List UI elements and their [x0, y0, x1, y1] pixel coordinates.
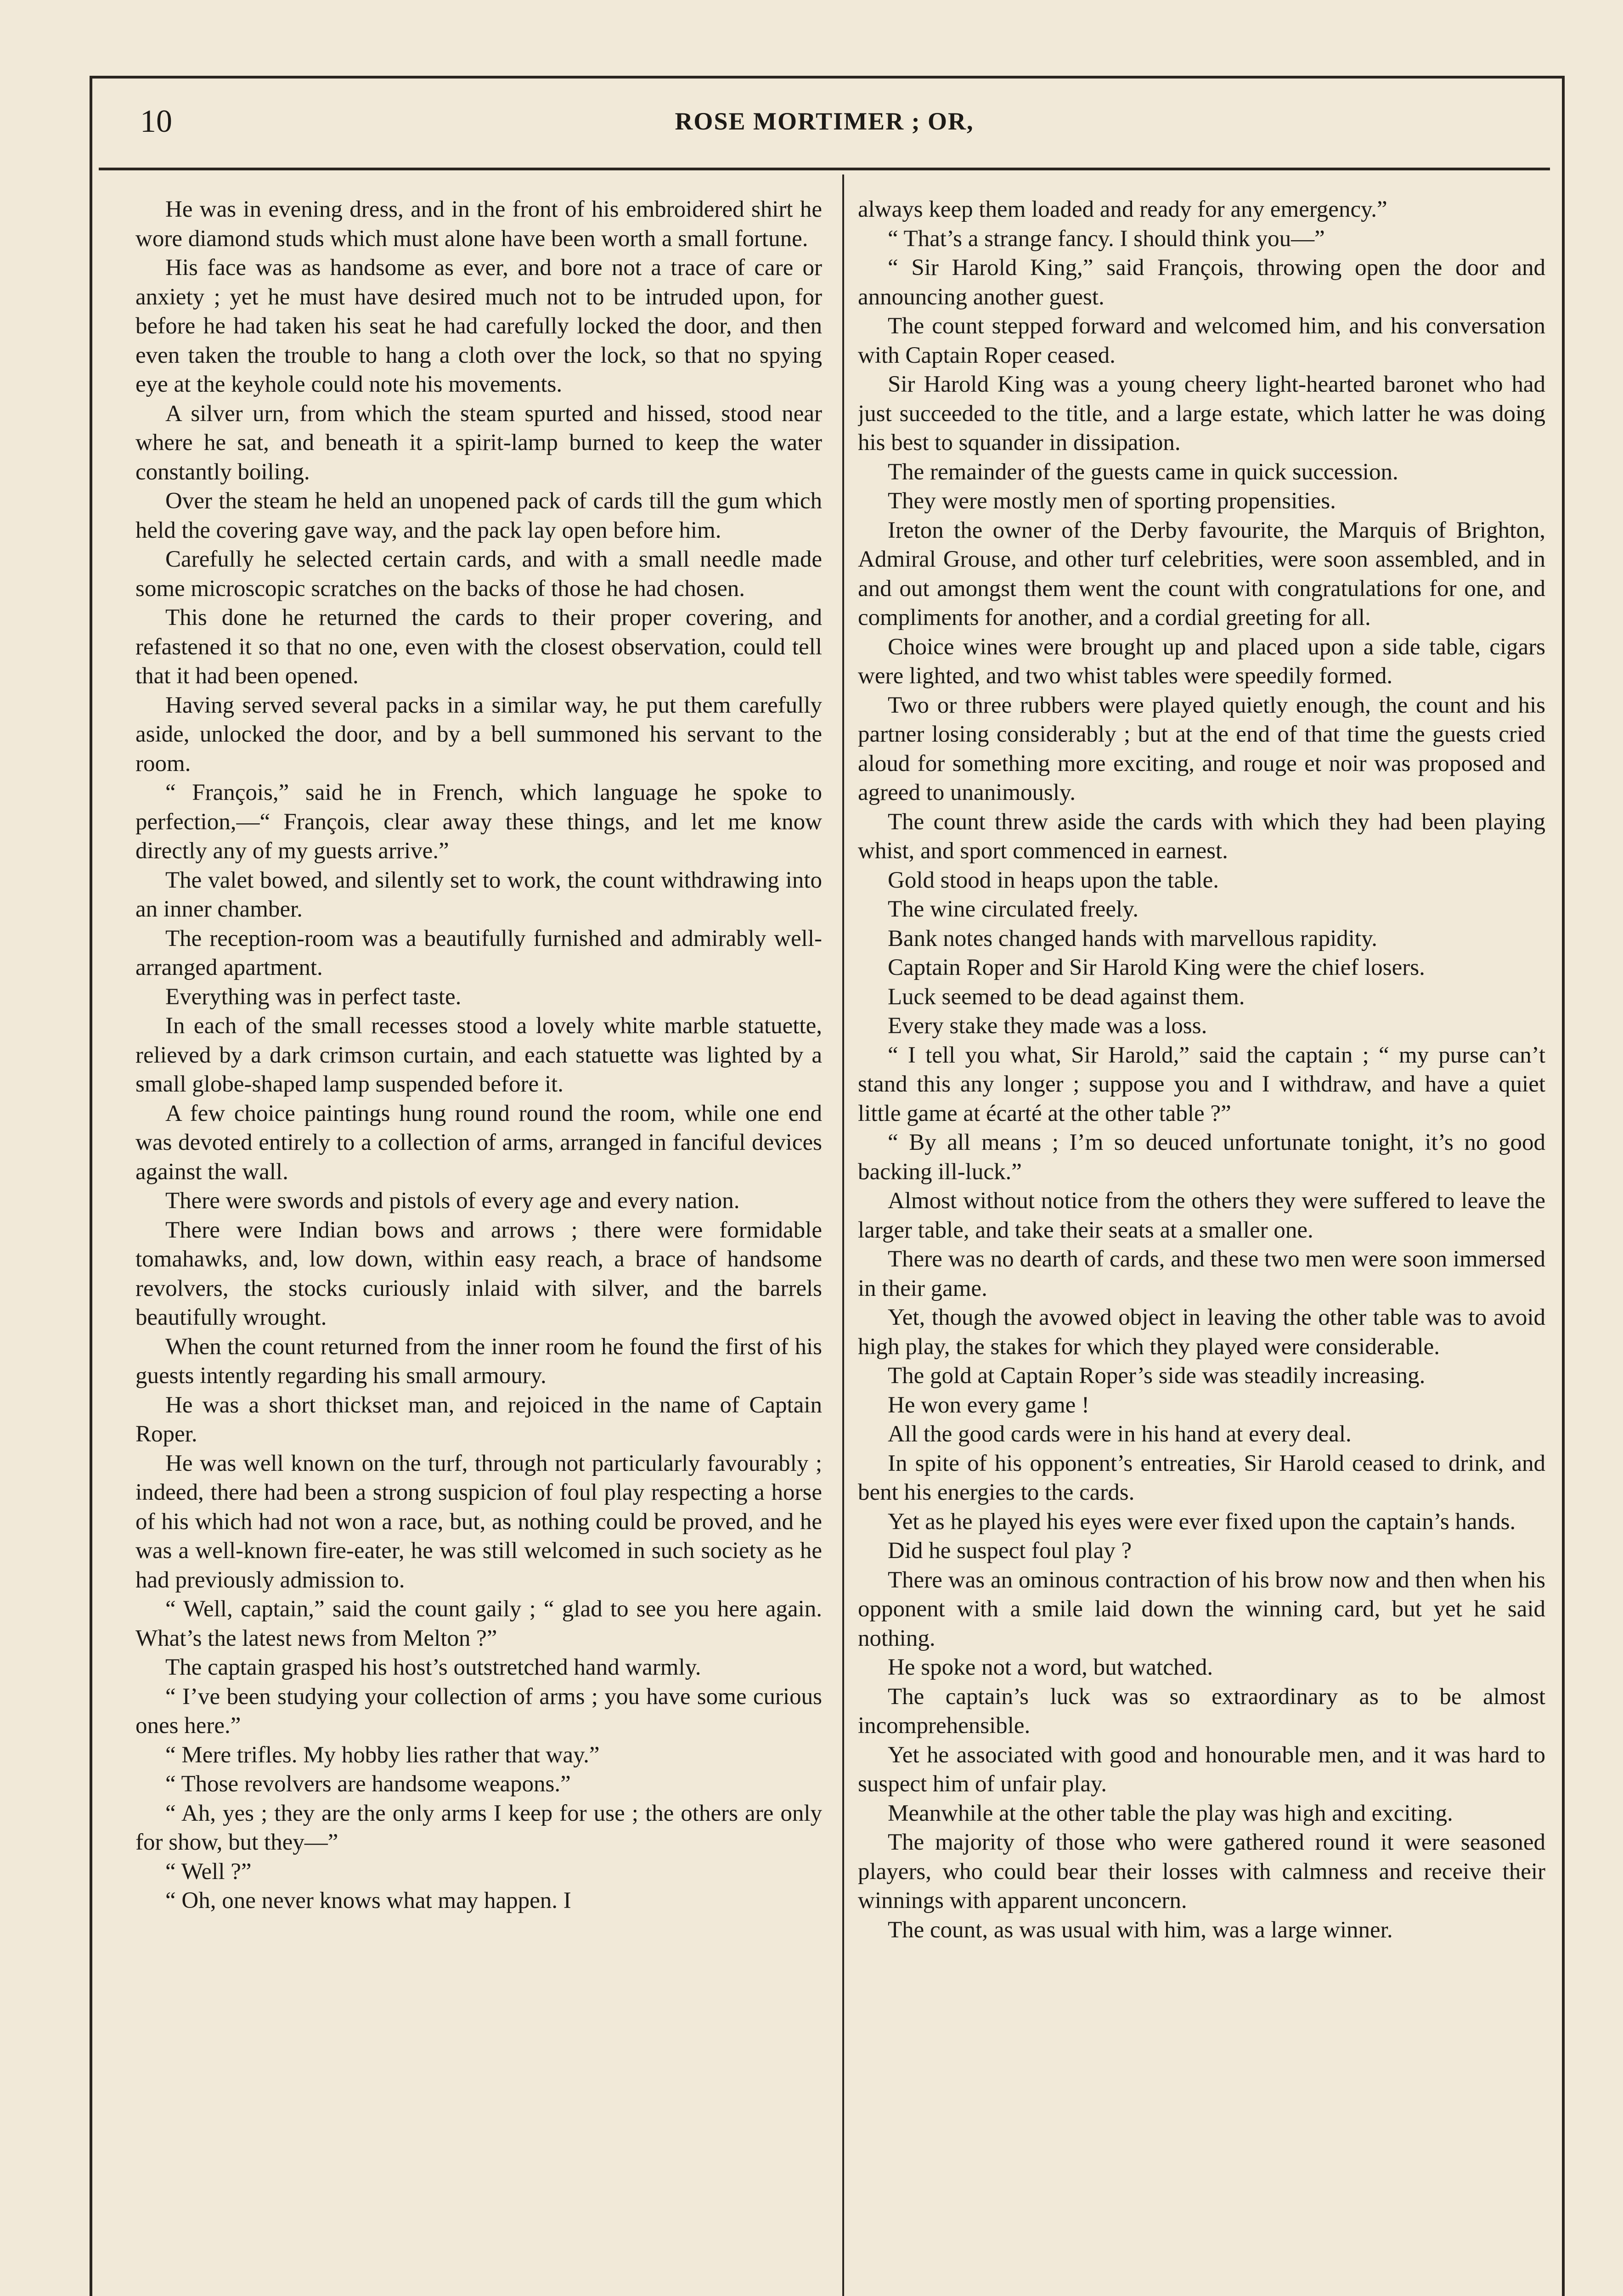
paragraph: The count, as was usual with him, was a large winner. [888, 1917, 1393, 1943]
paragraph: Two or three rubbers were played quietly enough, the count and his partner losing considerably ; but at the end of that time the guests cried aloud for something more exciting, and rouge et noir was proposed and agreed to unanimously. [858, 692, 1545, 805]
paragraph: The majority of those who were gathered round it were seasoned players, who could bear their losses with calmness and receive their winnings with apparent unconcern. [858, 1829, 1545, 1913]
paragraph: “ I tell you what, Sir Harold,” said the captain ; “ my purse can’t stand this any longer ; suppose you and I withdraw, and have a quiet little game at écarté at the other table ?” [858, 1042, 1545, 1126]
paragraph: “ Sir Harold King,” said François, throwing open the door and announcing another guest. [858, 255, 1545, 310]
paragraph: “ Mere trifles. My hobby lies rather that way.” [165, 1742, 600, 1768]
column-divider [842, 174, 844, 2296]
paragraph: Everything was in perfect taste. [165, 984, 462, 1010]
paragraph: “ I’ve been studying your collection of arms ; you have some curious ones here.” [135, 1683, 822, 1739]
paragraph: Yet as he played his eyes were ever fixed upon the captain’s hands. [888, 1508, 1516, 1535]
paragraph: Choice wines were brought up and placed upon a side table, cigars were lighted, and two whist tables were speedily formed. [858, 634, 1545, 689]
paragraph: “ Well, captain,” said the count gaily ; “ glad to see you here again. What’s the latest news from Melton ?” [135, 1596, 822, 1651]
paragraph: The captain’s luck was so extraordinary as to be almost incomprehensible. [858, 1683, 1545, 1739]
paragraph: Every stake they made was a loss. [888, 1013, 1207, 1039]
paragraph: Captain Roper and Sir Harold King were the chief losers. [888, 955, 1425, 980]
paragraph: Did he suspect foul play ? [888, 1538, 1132, 1564]
paragraph: Sir Harold King was a young cheery light-hearted baronet who had just succeeded to the title, and a large estate, which latter he was doing his best to squander in dissipation. [858, 371, 1545, 456]
paragraph: “ Oh, one never knows what may happen. I [165, 1888, 571, 1913]
paragraph: In each of the small recesses stood a lovely white marble statuette, relieved by a dark crimson curtain, and each statuette was lighted by a small globe-shaped lamp suspended before it. [135, 1013, 822, 1097]
paragraph: Having served several packs in a similar way, he put them carefully aside, unlocked the door, and by a bell summoned his servant to the room. [135, 692, 822, 777]
paragraph: The remainder of the guests came in quick succession. [888, 459, 1398, 485]
right-column [858, 195, 1545, 2296]
paragraph: There was no dearth of cards, and these two men were soon immersed in their game. [858, 1246, 1545, 1301]
paragraph: When the count returned from the inner room he found the first of his guests intently regarding his small armoury. [135, 1334, 822, 1389]
paragraph: All the good cards were in his hand at every deal. [888, 1421, 1352, 1447]
paragraph: He was well known on the turf, through not particularly favourably ; indeed, there had been a strong suspicion of foul play respecting a horse of his which had not won a race, but, as nothing could be proved, and he was a well-known fire-eater, he was still welcomed in such society as he had previously admission to. [135, 1450, 822, 1593]
paragraph: The count threw aside the cards with which they had been playing whist, and sport commenced in earnest. [858, 809, 1545, 864]
paragraph: Carefully he selected certain cards, and with a small needle made some microscopic scratches on the backs of those he had chosen. [135, 546, 822, 602]
header-rule [99, 168, 1550, 170]
paragraph: “ François,” said he in French, which language he spoke to perfection,—“ François, clear away these things, and let me know directly any of my guests arrive.” [135, 780, 822, 864]
paragraph: “ By all means ; I’m so deuced unfortunate tonight, it’s no good backing ill-luck.” [858, 1130, 1545, 1185]
paragraph: There was an ominous contraction of his brow now and then when his opponent with a smile laid down the winning card, but yet he said nothing. [858, 1567, 1545, 1651]
paragraph: “ Those revolvers are handsome weapons.” [165, 1771, 571, 1797]
page-header [99, 99, 1550, 140]
paragraph: A few choice paintings hung round round the room, while one end was devoted entirely to a collection of arms, arranged in fanciful devices against the wall. [135, 1100, 822, 1185]
paragraph: There were Indian bows and arrows ; there were formidable tomahawks, and, low down, within easy reach, a brace of handsome revolvers, the stocks curiously inlaid with silver, and the barrels beautifully wrought. [135, 1217, 822, 1330]
paragraph: He spoke not a word, but watched. [888, 1654, 1213, 1680]
paragraph: The wine circulated freely. [888, 896, 1139, 922]
left-column [135, 195, 822, 2296]
paragraph-continuation: always keep them loaded and ready for any emergency.” [858, 197, 1387, 222]
paragraph: A silver urn, from which the steam spurted and hissed, stood near where he sat, and beneath it a spirit-lamp burned to keep the water constantly boiling. [135, 400, 822, 485]
paragraph: Bank notes changed hands with marvellous rapidity. [888, 925, 1378, 951]
paragraph: “ Ah, yes ; they are the only arms I keep for use ; the others are only for show, but they—” [135, 1800, 822, 1855]
paragraph: He was in evening dress, and in the front of his embroidered shirt he wore diamond studs which must alone have been worth a small fortune. [135, 197, 822, 252]
paragraph: He won every game ! [888, 1392, 1089, 1418]
paragraph: The gold at Captain Roper’s side was steadily increasing. [888, 1363, 1426, 1389]
paragraph: The valet bowed, and silently set to work, the count withdrawing into an inner chamber. [135, 867, 822, 922]
paragraph: The captain grasped his host’s outstretched hand warmly. [165, 1654, 701, 1680]
paragraph: The count stepped forward and welcomed him, and his conversation with Captain Roper ceased. [858, 313, 1545, 368]
paragraph: Yet, though the avowed object in leaving the other table was to avoid high play, the stakes for which they played were considerable. [858, 1305, 1545, 1360]
paragraph: In spite of his opponent’s entreaties, Sir Harold ceased to drink, and bent his energies to the cards. [858, 1450, 1545, 1505]
paragraph: This done he returned the cards to their proper covering, and refastened it so that no one, even with the closest observation, could tell that it had been opened. [135, 605, 822, 689]
paragraph: Luck seemed to be dead against them. [888, 984, 1245, 1010]
paragraph: His face was as handsome as ever, and bore not a trace of care or anxiety ; yet he must have desired much not to be intruded upon, for before he had taken his seat he had carefully locked the door, and then even taken the trouble to hang a cloth over the lock, so that no spying eye at the keyhole could note his movements. [135, 255, 822, 397]
paragraph: “ That’s a strange fancy. I should think you—” [888, 225, 1325, 252]
page-number: 10 [140, 104, 172, 139]
paragraph: He was a short thickset man, and rejoiced in the name of Captain Roper. [135, 1392, 822, 1447]
paragraph: Ireton the owner of the Derby favourite, the Marquis of Brighton, Admiral Grouse, and other turf celebrities, were soon assembled, and in and out amongst them went the count with congratulations for one, and compliments for another, and a cordial greeting for all. [858, 517, 1545, 630]
paragraph: Yet he associated with good and honourable men, and it was hard to suspect him of unfair play. [858, 1742, 1545, 1797]
running-head: ROSE MORTIMER ; OR, [675, 107, 974, 135]
paragraph: Meanwhile at the other table the play was high and exciting. [888, 1800, 1453, 1826]
paragraph: “ Well ?” [165, 1858, 252, 1885]
paragraph: Gold stood in heaps upon the table. [888, 867, 1219, 893]
paragraph: There were swords and pistols of every age and every nation. [165, 1188, 740, 1214]
paragraph: Almost without notice from the others they were suffered to leave the larger table, and take their seats at a smaller one. [858, 1188, 1545, 1243]
paragraph: Over the steam he held an unopened pack of cards till the gum which held the covering gave way, and the pack lay open before him. [135, 488, 822, 543]
paragraph: They were mostly men of sporting propensities. [888, 488, 1336, 514]
paragraph: The reception-room was a beautifully furnished and admirably well-arranged apartment. [135, 925, 822, 980]
